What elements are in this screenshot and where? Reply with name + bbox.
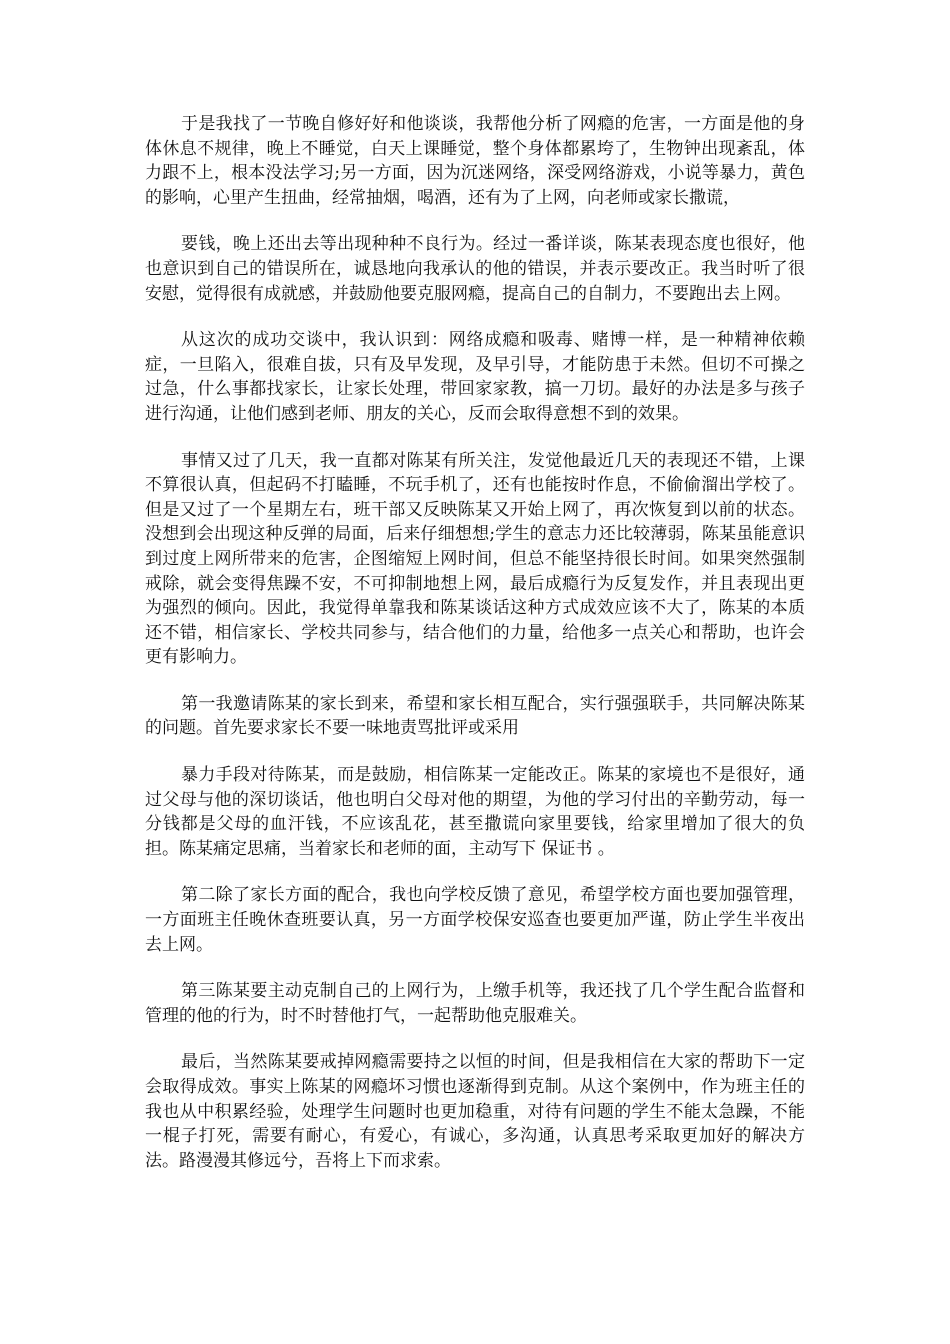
paragraph-1: 于是我找了一节晚自修好好和他谈谈，我帮他分析了网瘾的危害，一方面是他的身体休息不规律，晚上不睡觉，白天上课睡觉，整个身体都累垮了，生物钟出现紊乱，体力跟不上，根本没法学习;另一方面，因为沉迷网络，深受网络游戏，小说等暴力，黄色的影响，心里产生扭曲，经常抽烟，喝酒，还有为了上网，向老师或家长撒谎， xyxy=(145,114,805,208)
paragraph-5: 第一我邀请陈某的家长到来，希望和家长相互配合，实行强强联手，共同解决陈某的问题。首先要求家长不要一味地责骂批评或采用 xyxy=(145,693,805,739)
paragraph-3: 从这次的成功交谈中，我认识到：网络成瘾和吸毒、赌博一样，是一种精神依赖症，一旦陷入，很难自拔，只有及早发现，及早引导，才能防患于未然。但切不可操之过急，什么事都找家长，让家长处理，带回家家教，搞一刀切。最好的办法是多与孩子进行沟通，让他们感到老师、朋友的关心，反而会取得意想不到的效果。 xyxy=(145,330,805,424)
paragraph-2: 要钱，晚上还出去等出现种种不良行为。经过一番详谈，陈某表现态度也很好，他也意识到自己的错误所在，诚恳地向我承认的他的错误，并表示要改正。我当时听了很安慰，觉得很有成就感，并鼓励他要克服网瘾，提高自己的自制力，不要跑出去上网。 xyxy=(145,234,805,304)
paragraph-4: 事情又过了几天，我一直都对陈某有所关注，发觉他最近几天的表现还不错，上课不算很认真，但起码不打瞌睡，不玩手机了，还有也能按时作息，不偷偷溜出学校了。但是又过了一个星期左右，班干部又反映陈某又开始上网了，再次恢复到以前的状态。没想到会出现这种反弹的局面，后来仔细想想;学生的意志力还比较薄弱，陈某虽能意识到过度上网所带来的危害，企图缩短上网时间，但总不能坚持很长时间。如果突然强制戒除，就会变得焦躁不安，不可抑制地想上网，最后成瘾行为反复发作，并且表现出更为强烈的倾向。因此，我觉得单靠我和陈某谈话这种方式成效应该不大了，陈某的本质还不错，相信家长、学校共同参与，结合他们的力量，给他多一点关心和帮助，也许会更有影响力。 xyxy=(145,450,805,668)
paragraph-6: 暴力手段对待陈某，而是鼓励，相信陈某一定能改正。陈某的家境也不是很好，通过父母与他的深切谈话，他也明白父母对他的期望，为他的学习付出的辛勤劳动，每一分钱都是父母的血汗钱，不应该乱花，甚至撒谎向家里要钱，给家里增加了很大的负担。陈某痛定思痛，当着家长和老师的面，主动写下 保证书 。 xyxy=(145,765,805,859)
paragraph-7: 第二除了家长方面的配合，我也向学校反馈了意见，希望学校方面也要加强管理，一方面班主任晚休查班要认真，另一方面学校保安巡查也要更加严谨，防止学生半夜出去上网。 xyxy=(145,885,805,955)
document-body xyxy=(145,112,805,1195)
paragraph-8: 第三陈某要主动克制自己的上网行为，上缴手机等，我还找了几个学生配合监督和管理的他的行为，时不时替他打气，一起帮助他克服难关。 xyxy=(145,981,805,1026)
paragraph-9: 最后，当然陈某要戒掉网瘾需要持之以恒的时间，但是我相信在大家的帮助下一定会取得成效。事实上陈某的网瘾坏习惯也逐渐得到克制。从这个案例中，作为班主任的我也从中积累经验，处理学生问题时也更加稳重，对待有问题的学生不能太急躁，不能一棍子打死，需要有耐心，有爱心，有诚心，多沟通，认真思考采取更加好的解决方法。路漫漫其修远兮，吾将上下而求索。 xyxy=(145,1052,805,1171)
